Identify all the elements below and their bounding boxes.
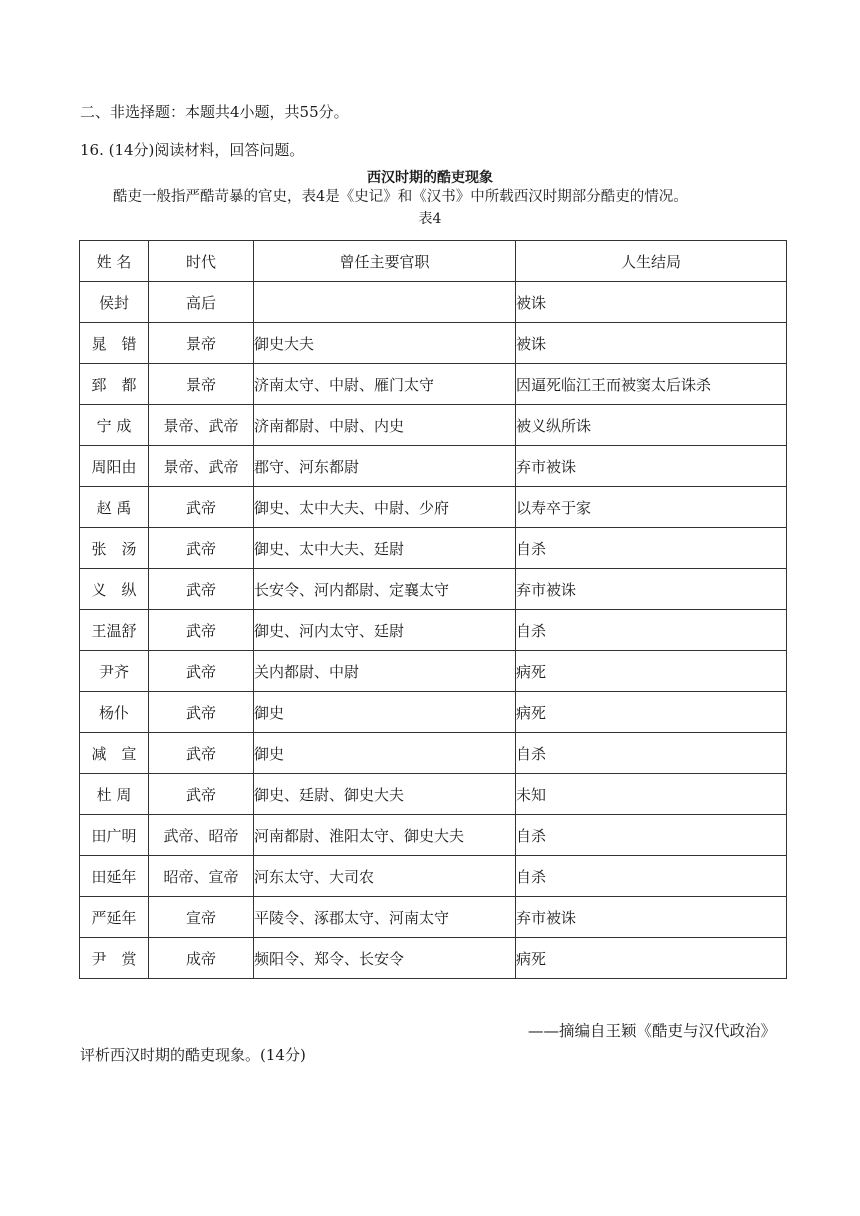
cell-era: 武帝 bbox=[149, 651, 254, 692]
cell-posts: 关内都尉、中尉 bbox=[254, 651, 516, 692]
cell-posts: 频阳令、郑令、长安令 bbox=[254, 938, 516, 979]
cell-name: 杨仆 bbox=[80, 692, 149, 733]
table-row bbox=[80, 528, 787, 569]
cell-name: 郅 都 bbox=[80, 364, 149, 405]
table-body bbox=[80, 282, 787, 979]
section-heading: 二、非选择题：本题共4小题，共55分。 bbox=[80, 103, 349, 121]
cell-fate: 自杀 bbox=[516, 733, 787, 774]
cell-era: 武帝、昭帝 bbox=[149, 815, 254, 856]
cell-era: 武帝 bbox=[149, 774, 254, 815]
cell-era: 成帝 bbox=[149, 938, 254, 979]
cell-posts: 御史、河内太守、廷尉 bbox=[254, 610, 516, 651]
cell-name: 减 宣 bbox=[80, 733, 149, 774]
cell-name: 侯封 bbox=[80, 282, 149, 323]
table-row bbox=[80, 323, 787, 364]
table-row bbox=[80, 610, 787, 651]
cell-name: 周阳由 bbox=[80, 446, 149, 487]
material-title: 西汉时期的酷吏现象 bbox=[367, 170, 493, 186]
table-row bbox=[80, 938, 787, 979]
cell-name: 杜 周 bbox=[80, 774, 149, 815]
table-caption: 表4 bbox=[418, 211, 442, 227]
cell-name: 严延年 bbox=[80, 897, 149, 938]
table-row bbox=[80, 446, 787, 487]
question-heading: 16. (14分)阅读材料，回答问题。 bbox=[80, 141, 305, 159]
cell-posts: 郡守、河东都尉 bbox=[254, 446, 516, 487]
cell-fate: 弃市被诛 bbox=[516, 446, 787, 487]
cell-fate: 被诛 bbox=[516, 282, 787, 323]
cell-name: 张 汤 bbox=[80, 528, 149, 569]
table-row bbox=[80, 487, 787, 528]
table-row bbox=[80, 569, 787, 610]
table-row bbox=[80, 897, 787, 938]
cell-fate: 病死 bbox=[516, 938, 787, 979]
cell-fate: 病死 bbox=[516, 692, 787, 733]
table-row bbox=[80, 405, 787, 446]
header-name: 姓 名 bbox=[80, 241, 149, 282]
cell-name: 赵 禹 bbox=[80, 487, 149, 528]
cell-name: 田广明 bbox=[80, 815, 149, 856]
cell-name: 尹 赏 bbox=[80, 938, 149, 979]
table-row bbox=[80, 856, 787, 897]
cell-name: 义 纵 bbox=[80, 569, 149, 610]
cell-posts: 济南太守、中尉、雁门太守 bbox=[254, 364, 516, 405]
cell-posts: 济南都尉、中尉、内史 bbox=[254, 405, 516, 446]
table-row bbox=[80, 651, 787, 692]
cell-era: 景帝 bbox=[149, 364, 254, 405]
header-era: 时代 bbox=[149, 241, 254, 282]
cell-fate: 弃市被诛 bbox=[516, 897, 787, 938]
cell-fate: 以寿卒于家 bbox=[516, 487, 787, 528]
table-header-row bbox=[80, 241, 787, 282]
cell-fate: 弃市被诛 bbox=[516, 569, 787, 610]
officials-table bbox=[79, 240, 787, 979]
cell-fate: 被义纵所诛 bbox=[516, 405, 787, 446]
cell-era: 武帝 bbox=[149, 569, 254, 610]
cell-fate: 被诛 bbox=[516, 323, 787, 364]
cell-era: 武帝 bbox=[149, 487, 254, 528]
cell-fate: 病死 bbox=[516, 651, 787, 692]
table-row bbox=[80, 815, 787, 856]
cell-posts: 御史、廷尉、御史大夫 bbox=[254, 774, 516, 815]
table-row bbox=[80, 733, 787, 774]
table-row bbox=[80, 364, 787, 405]
cell-fate: 自杀 bbox=[516, 815, 787, 856]
cell-posts: 河南都尉、淮阳太守、御史大夫 bbox=[254, 815, 516, 856]
cell-fate: 自杀 bbox=[516, 856, 787, 897]
cell-posts: 御史、太中大夫、中尉、少府 bbox=[254, 487, 516, 528]
header-fate: 人生结局 bbox=[516, 241, 787, 282]
cell-name: 王温舒 bbox=[80, 610, 149, 651]
cell-posts bbox=[254, 282, 516, 323]
header-posts: 曾任主要官职 bbox=[254, 241, 516, 282]
cell-posts: 河东太守、大司农 bbox=[254, 856, 516, 897]
cell-era: 景帝、武帝 bbox=[149, 405, 254, 446]
cell-name: 尹齐 bbox=[80, 651, 149, 692]
cell-era: 武帝 bbox=[149, 528, 254, 569]
cell-fate: 自杀 bbox=[516, 528, 787, 569]
cell-era: 武帝 bbox=[149, 610, 254, 651]
cell-era: 武帝 bbox=[149, 692, 254, 733]
intro-text: 酷吏一般指严酷苛暴的官史，表4是《史记》和《汉书》中所载西汉时期部分酷吏的情况。 bbox=[113, 189, 688, 205]
cell-posts: 御史大夫 bbox=[254, 323, 516, 364]
cell-era: 昭帝、宣帝 bbox=[149, 856, 254, 897]
cell-era: 景帝、武帝 bbox=[149, 446, 254, 487]
cell-posts: 御史 bbox=[254, 733, 516, 774]
cell-fate: 因逼死临江王而被窦太后诛杀 bbox=[516, 364, 787, 405]
cell-era: 高后 bbox=[149, 282, 254, 323]
cell-posts: 御史、太中大夫、廷尉 bbox=[254, 528, 516, 569]
source-citation: ——摘编自王颖《酷吏与汉代政治》 bbox=[527, 1022, 776, 1040]
cell-fate: 未知 bbox=[516, 774, 787, 815]
cell-posts: 平陵令、涿郡太守、河南太守 bbox=[254, 897, 516, 938]
table-row bbox=[80, 692, 787, 733]
cell-posts: 长安令、河内都尉、定襄太守 bbox=[254, 569, 516, 610]
table-row bbox=[80, 774, 787, 815]
cell-posts: 御史 bbox=[254, 692, 516, 733]
cell-name: 田延年 bbox=[80, 856, 149, 897]
cell-era: 武帝 bbox=[149, 733, 254, 774]
cell-fate: 自杀 bbox=[516, 610, 787, 651]
cell-era: 宣帝 bbox=[149, 897, 254, 938]
question-prompt: 评析西汉时期的酷吏现象。(14分) bbox=[80, 1046, 306, 1064]
cell-name: 宁 成 bbox=[80, 405, 149, 446]
cell-name: 晁 错 bbox=[80, 323, 149, 364]
table-row bbox=[80, 282, 787, 323]
cell-era: 景帝 bbox=[149, 323, 254, 364]
